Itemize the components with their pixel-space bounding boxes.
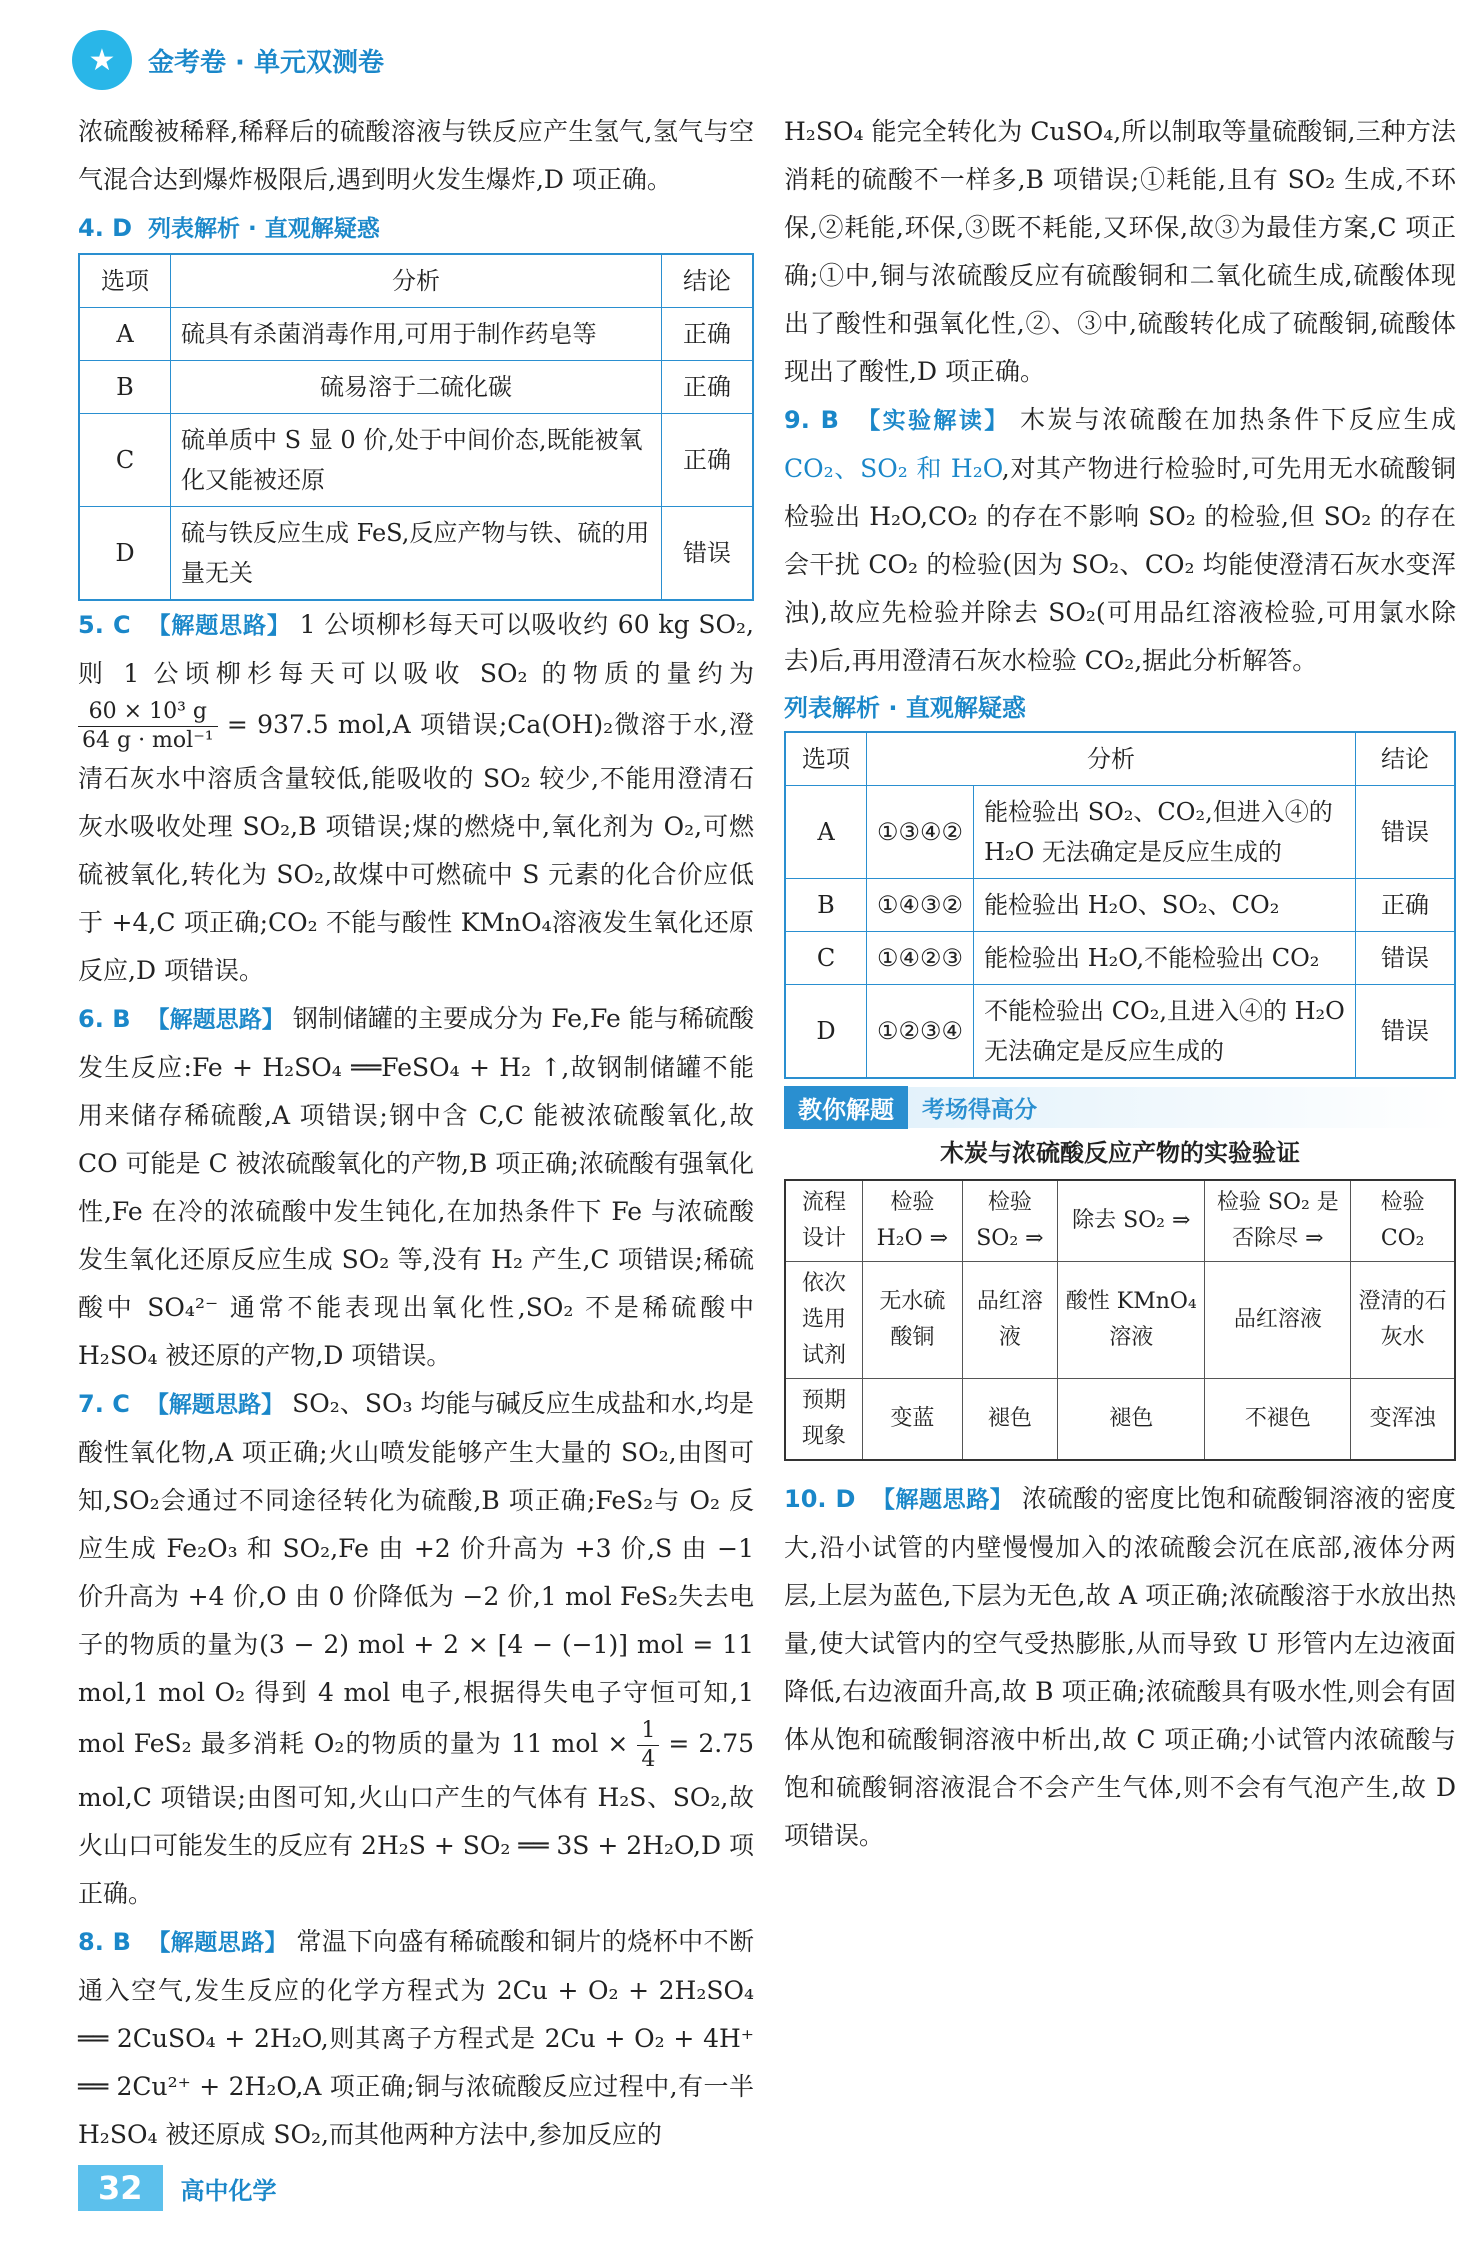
cell: 硫具有杀菌消毒作用,可用于制作药皂等 <box>171 308 662 361</box>
brand-logo-icon: ★ <box>72 30 132 90</box>
col-header: 结论 <box>1356 732 1456 786</box>
fraction-denominator: 64 g · mol⁻¹ <box>82 728 214 753</box>
q5-tag: 【解题思路】 <box>147 613 291 639</box>
col-header: 分析 <box>867 732 1356 786</box>
q10-answer: 10. D <box>784 1485 856 1513</box>
cell: B <box>785 879 867 932</box>
reagent-cell: 品红溶液 <box>1205 1262 1351 1379</box>
q5-text-2: = 937.5 mol,A 项错误;Ca(OH)₂微溶于水,澄清石灰水中溶质含量较低,能吸收的 SO₂ 较少,不能用澄清石灰水吸收处理 SO₂,B 项错误;煤的燃烧中,氧化剂为 O₂,可燃硫被氧化,转化为 SO₂,故煤中可燃硫中 S 元素的化合价应低于 +4,C 项正确;CO₂ 不能与酸性 KMnO₄溶液发生氧化还原反应,D 项错误。 <box>78 710 754 985</box>
q5-paragraph <box>78 601 754 995</box>
cell: 错误 <box>662 507 754 601</box>
col-header: 结论 <box>662 254 754 308</box>
fraction-denominator: 4 <box>641 1747 656 1772</box>
flow-table <box>784 1179 1456 1461</box>
cell: ①②③④ <box>867 985 974 1079</box>
reagent-cell: 澄清的石灰水 <box>1351 1262 1455 1379</box>
cell: A <box>79 308 171 361</box>
q7-text-2: = 2.75 mol,C 项错误;由图可知,火山口产生的气体有 H₂S、SO₂,故火山口可能发生的反应有 2H₂S + SO₂ ══ 3S + 2H₂O,D 项正确。 <box>78 1729 755 1908</box>
q6-answer: 6. B <box>78 1005 131 1033</box>
phenomenon-cell: 褪色 <box>1058 1379 1205 1461</box>
reagent-cell: 酸性 KMnO₄ 溶液 <box>1058 1262 1205 1379</box>
q6-paragraph <box>78 995 754 1380</box>
table-row <box>785 932 1455 985</box>
q9-answer: 9. B <box>784 406 839 434</box>
table-header-row <box>79 254 753 308</box>
cell: D <box>785 985 867 1079</box>
table-header-row <box>785 732 1455 786</box>
subject-label: 高中化学 <box>180 2176 277 2205</box>
table-row <box>79 308 753 361</box>
cell: 能检验出 SO₂、CO₂,但进入④的 H₂O 无法确定是反应生成的 <box>974 786 1356 879</box>
q10-text: 浓硫酸的密度比饱和硫酸铜溶液的密度大,沿小试管的内壁慢慢加入的浓硫酸会沉在底部,液体分两层,上层为蓝色,下层为无色,故 A 项正确;浓硫酸溶于水放出热量,使大试管内的空气受热膨胀,从而导致 U 形管内左边液面降低,右边液面升高,故 B 项正确;浓硫酸具有吸水性,则会有固体从饱和硫酸铜溶液中析出,故 C 项正确;小试管内浓硫酸与饱和硫酸铜溶液混合不会产生气体,则不会有气泡产生,故 D 项错误。 <box>784 1484 1457 1850</box>
fraction-numerator: 1 <box>637 1717 659 1746</box>
phenomenon-cell: 变浑浊 <box>1351 1379 1455 1461</box>
cell: C <box>79 414 171 507</box>
flow-step: 除去 SO₂ ⇒ <box>1058 1180 1205 1262</box>
col-header: 分析 <box>171 254 662 308</box>
q7-text-1: SO₂、SO₃ 均能与碱反应生成盐和水,均是酸性氧化物,A 项正确;火山喷发能够产生大量的 SO₂,由图可知,SO₂会通过不同途径转化为硫酸,B 项正确;FeS₂与 O₂ 反应生成 Fe₂O₃ 和 SO₂,Fe 由 +2 价升高为 +3 价,S 由 −1 价升高为 +4 价,O 由 0 价降低为 −2 价,1 mol FeS₂失去电子的物质的量为(3 − 2) mol + 2 × [4 − (−1)] mol = 11 mol,1 mol O₂ 得到 4 mol 电子,根据得失电子守恒可知,1 mol FeS₂ 最多消耗 O₂的物质的量为 11 mol × <box>78 1389 755 1758</box>
page-footer <box>78 2160 277 2216</box>
flow-step: 检验 SO₂ ⇒ <box>962 1180 1058 1262</box>
cell: ①③④② <box>867 786 974 879</box>
cell: 正确 <box>662 361 754 414</box>
table-row <box>79 507 753 601</box>
teach-banner-sublabel: 考场得高分 <box>908 1087 1456 1128</box>
cell: 能检验出 H₂O,不能检验出 CO₂ <box>974 932 1356 985</box>
flow-row-phenomena <box>785 1379 1455 1461</box>
q5-answer: 5. C <box>78 611 131 639</box>
intro-paragraph: 浓硫酸被稀释,稀释后的硫酸溶液与铁反应产生氢气,氢气与空气混合达到爆炸极限后,遇到明火发生爆炸,D 项正确。 <box>78 117 754 194</box>
flow-step: 检验 SO₂ 是否除尽 ⇒ <box>1205 1180 1351 1262</box>
cell: ①④③② <box>867 879 974 932</box>
q9-text-highlight: CO₂、SO₂ 和 H₂O <box>784 454 1002 483</box>
fraction-numerator: 60 × 10³ g <box>78 698 218 727</box>
q5-text-1: 1 公顷柳杉每天可以吸收约 60 kg SO₂,则 1 公顷柳杉每天可以吸收 SO₂ 的物质的量约为 <box>78 610 754 688</box>
q4-heading <box>78 204 754 253</box>
q7-tag: 【解题思路】 <box>145 1392 285 1418</box>
cell: A <box>785 786 867 879</box>
cell: 正确 <box>1356 879 1456 932</box>
cell: 不能检验出 CO₂,且进入④的 H₂O 无法确定是反应生成的 <box>974 985 1356 1079</box>
right-column <box>784 108 1456 1860</box>
q7-answer: 7. C <box>78 1390 130 1418</box>
row-label: 预期现象 <box>785 1379 863 1461</box>
cell: D <box>79 507 171 601</box>
flow-row-reagents <box>785 1262 1455 1379</box>
q9-tag: 【实验解读】 <box>857 408 1010 434</box>
table-row <box>79 361 753 414</box>
cell: C <box>785 932 867 985</box>
cell: 正确 <box>662 414 754 507</box>
q8-tag: 【解题思路】 <box>147 1930 289 1956</box>
q7-paragraph <box>78 1380 754 1918</box>
page-header <box>72 28 384 92</box>
phenomenon-cell: 不褪色 <box>1205 1379 1351 1461</box>
flow-step: 检验 H₂O ⇒ <box>863 1180 963 1262</box>
q4-tag: 列表解析 · 直观解疑惑 <box>148 216 380 242</box>
q5-fraction <box>78 698 218 755</box>
q10-paragraph <box>784 1475 1456 1860</box>
q4-answer: 4. D <box>78 214 133 242</box>
phenomenon-cell: 褪色 <box>962 1379 1058 1461</box>
cell: 硫易溶于二硫化碳 <box>171 361 662 414</box>
page-number: 32 <box>78 2165 163 2211</box>
cell: 错误 <box>1356 932 1456 985</box>
flow-table-title: 木炭与浓硫酸反应产物的实验验证 <box>940 1139 1300 1167</box>
reagent-cell: 无水硫酸铜 <box>863 1262 963 1379</box>
flow-row-design <box>785 1180 1455 1262</box>
row-label: 流程设计 <box>785 1180 863 1262</box>
cell: 硫与铁反应生成 FeS,反应产物与铁、硫的用量无关 <box>171 507 662 601</box>
table-row <box>785 985 1455 1079</box>
q6-text: 钢制储罐的主要成分为 Fe,Fe 能与稀硫酸发生反应:Fe + H₂SO₄ ══FeSO₄ + H₂ ↑,故钢制储罐不能用来储存稀硫酸,A 项错误;钢中含 C,C 能被浓硫酸氧化,故 CO 可能是 C 被浓硫酸氧化的产物,B 项正确;浓硫酸有强氧化性,Fe 在冷的浓硫酸中发生钝化,在加热条件下 Fe 与浓硫酸发生氧化还原反应生成 SO₂ 等,没有 H₂ 产生,C 项错误;稀硫酸中 SO₄²⁻ 通常不能表现出氧化性,SO₂ 不是稀硫酸中 H₂SO₄ 被还原的产物,D 项错误。 <box>78 1004 754 1370</box>
header-title: 金考卷 · 单元双测卷 <box>148 47 384 78</box>
q8-paragraph <box>78 1918 754 2159</box>
flow-step: 检验 CO₂ <box>1351 1180 1455 1262</box>
cell: 错误 <box>1356 985 1456 1079</box>
col-header: 选项 <box>79 254 171 308</box>
cell: 能检验出 H₂O、SO₂、CO₂ <box>974 879 1356 932</box>
q8-answer: 8. B <box>78 1928 131 1956</box>
table-row <box>785 786 1455 879</box>
q9-text-a: 木炭与浓硫酸在加热条件下反应生成 <box>1020 405 1457 434</box>
cell: 硫单质中 S 显 0 价,处于中间价态,既能被氧化又能被还原 <box>171 414 662 507</box>
reagent-cell: 品红溶液 <box>962 1262 1058 1379</box>
q9-text-b: ,对其产物进行检验时,可先用无水硫酸铜检验出 H₂O,CO₂ 的存在不影响 SO₂ 的检验,但 SO₂ 的存在会干扰 CO₂ 的检验(因为 SO₂、CO₂ 均能使澄清石灰水变浑浊),故应先检验并除去 SO₂(可用品红溶液检验,可用氯水除去)后,再用澄清石灰水检验 CO₂,据此分析解答。 <box>784 454 1456 675</box>
q9-subheading: 列表解析 · 直观解疑惑 <box>784 694 1026 722</box>
row-label: 依次选用试剂 <box>785 1262 863 1379</box>
q4-table <box>78 253 754 601</box>
q9-table <box>784 731 1456 1079</box>
cell: 错误 <box>1356 786 1456 879</box>
left-column <box>78 108 754 2159</box>
col-header: 选项 <box>785 732 867 786</box>
q6-tag: 【解题思路】 <box>146 1007 285 1033</box>
table-row <box>785 879 1455 932</box>
q10-tag: 【解题思路】 <box>871 1487 1014 1513</box>
cell: ①④②③ <box>867 932 974 985</box>
teach-banner <box>784 1087 1456 1127</box>
cell: B <box>79 361 171 414</box>
table-row <box>79 414 753 507</box>
q7-fraction <box>637 1717 659 1774</box>
q8-text: 常温下向盛有稀硫酸和铜片的烧杯中不断通入空气,发生反应的化学方程式为 2Cu + O₂ + 2H₂SO₄ ══ 2CuSO₄ + 2H₂O,则其离子方程式是 2Cu + O₂ + 4H⁺ ══ 2Cu²⁺ + 2H₂O,A 项正确;铜与浓硫酸反应过程中,有一半 H₂SO₄ 被还原成 SO₂,而其他两种方法中,参加反应的 <box>78 1927 755 2149</box>
q8-continued-paragraph: H₂SO₄ 能完全转化为 CuSO₄,所以制取等量硫酸铜,三种方法消耗的硫酸不一样多,B 项错误;①耗能,且有 SO₂ 生成,不环保,②耗能,环保,③既不耗能,又环保,故③为最佳方案,C 项正确;①中,铜与浓硫酸反应有硫酸铜和二氧化硫生成,硫酸体现出了酸性和强氧化性,②、③中,硫酸转化成了硫酸铜,硫酸体现出了酸性,D 项正确。 <box>784 117 1456 386</box>
teach-banner-label: 教你解题 <box>784 1086 908 1129</box>
cell: 正确 <box>662 308 754 361</box>
q9-paragraph <box>784 396 1456 685</box>
phenomenon-cell: 变蓝 <box>863 1379 963 1461</box>
